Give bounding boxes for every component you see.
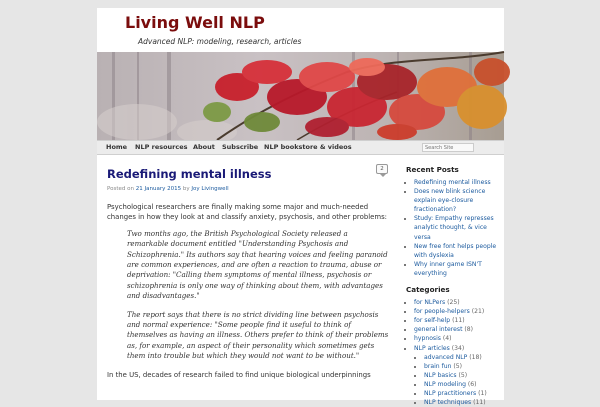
post-paragraph: In the US, decades of research failed to find unique biological underpinnings	[107, 370, 390, 380]
post-date-link[interactable]: 21 January 2015	[136, 186, 181, 192]
list-item	[414, 260, 501, 278]
post-author-link[interactable]: Joy Livingwell	[191, 186, 228, 192]
category-count: (21)	[472, 308, 485, 315]
recent-posts-title: Recent Posts	[406, 165, 501, 174]
subcategory-link[interactable]: advanced NLP	[424, 354, 467, 361]
category-count: (25)	[447, 299, 460, 306]
list-item	[414, 214, 501, 241]
list-item	[424, 380, 501, 389]
site-description: Advanced NLP: modeling, research, articles	[138, 37, 301, 46]
post-meta	[107, 186, 229, 192]
subcategory-link[interactable]: NLP basics	[424, 372, 457, 379]
list-item	[424, 389, 501, 398]
recent-post-link[interactable]: Does new blink science explain eye-closure fractionation?	[414, 188, 485, 213]
list-item	[424, 353, 501, 362]
list-item	[424, 398, 501, 407]
nav-bookstore-videos[interactable]: NLP bookstore & videos	[264, 141, 352, 154]
main-navigation	[97, 140, 504, 155]
list-item	[414, 242, 501, 260]
recent-post-link[interactable]: Redefining mental illness	[414, 179, 491, 186]
category-count: (11)	[452, 317, 465, 324]
category-count: (34)	[452, 345, 465, 352]
quote-paragraph: The report says that there is no strict dividing line between psychosis and normal experience: "Some people find it useful to think of themselves as having an illness. Others prefer to think of their problems as, for example, an aspect of their personality which sometimes gets them into trouble but which they would not want to be without."	[127, 310, 390, 362]
recent-post-link[interactable]: Study: Empathy represses analytic thought, & vice versa	[414, 215, 494, 240]
quote-paragraph: Two months ago, the British Psychological Society released a remarkable document entitled "Understanding Psychosis and Schizophrenia." Its authors say that hearing voices and feeling paranoid are common experiences, and are often a reaction to trauma, abuse or deprivation: "Calling them symptoms of mental illness, psychosis or schizophrenia is only one way of thinking about them, with advantages and disadvantages."	[127, 229, 390, 302]
category-link[interactable]: general interest	[414, 326, 462, 333]
category-count: (11)	[473, 399, 486, 406]
list-item	[414, 344, 501, 407]
recent-post-link[interactable]: Why inner game ISN'T everything	[414, 261, 482, 277]
category-count: (6)	[468, 381, 477, 388]
nav-subscribe[interactable]: Subscribe	[222, 141, 258, 154]
post-body	[107, 202, 390, 386]
list-item	[424, 362, 501, 371]
list-item	[414, 334, 501, 343]
subcategory-link[interactable]: NLP techniques	[424, 399, 471, 406]
page-container	[97, 8, 504, 400]
post-paragraph: Psychological researchers are finally making some major and much-needed changes in how they look at and classify anxiety, psychosis, and other problems:	[107, 202, 390, 223]
posted-on-label: Posted on	[107, 186, 134, 192]
list-item	[414, 325, 501, 334]
recent-posts-widget	[406, 165, 501, 278]
list-item	[414, 178, 501, 187]
list-item	[414, 187, 501, 214]
categories-widget	[406, 285, 501, 407]
recent-post-link[interactable]: New free font helps people with dyslexia	[414, 243, 496, 259]
category-count: (18)	[469, 354, 482, 361]
post-title[interactable]: Redefining mental illness	[107, 167, 271, 181]
category-link[interactable]: NLP articles	[414, 345, 450, 352]
header-image	[97, 52, 504, 140]
sidebar	[406, 158, 501, 407]
comments-count-bubble[interactable]: 2	[376, 164, 388, 174]
subcategory-link[interactable]: NLP practitioners	[424, 390, 476, 397]
category-count: (1)	[478, 390, 487, 397]
category-link[interactable]: for NLPers	[414, 299, 445, 306]
search-input[interactable]	[422, 143, 474, 152]
list-item	[424, 371, 501, 380]
post-blockquote	[127, 229, 390, 362]
categories-title: Categories	[406, 285, 501, 294]
category-count: (5)	[459, 372, 468, 379]
category-link[interactable]: hypnosis	[414, 335, 441, 342]
nav-nlp-resources[interactable]: NLP resources	[135, 141, 188, 154]
by-label: by	[183, 186, 190, 192]
subcategory-link[interactable]: NLP modeling	[424, 381, 466, 388]
category-count: (4)	[443, 335, 452, 342]
category-link[interactable]: for people-helpers	[414, 308, 470, 315]
subcategory-link[interactable]: brain fun	[424, 363, 451, 370]
list-item	[414, 298, 501, 307]
list-item	[414, 307, 501, 316]
category-link[interactable]: for self-help	[414, 317, 450, 324]
category-count: (5)	[453, 363, 462, 370]
site-title[interactable]: Living Well NLP	[125, 13, 265, 32]
nav-about[interactable]: About	[193, 141, 215, 154]
nav-home[interactable]: Home	[106, 141, 127, 154]
category-count: (8)	[464, 326, 473, 333]
list-item	[414, 316, 501, 325]
